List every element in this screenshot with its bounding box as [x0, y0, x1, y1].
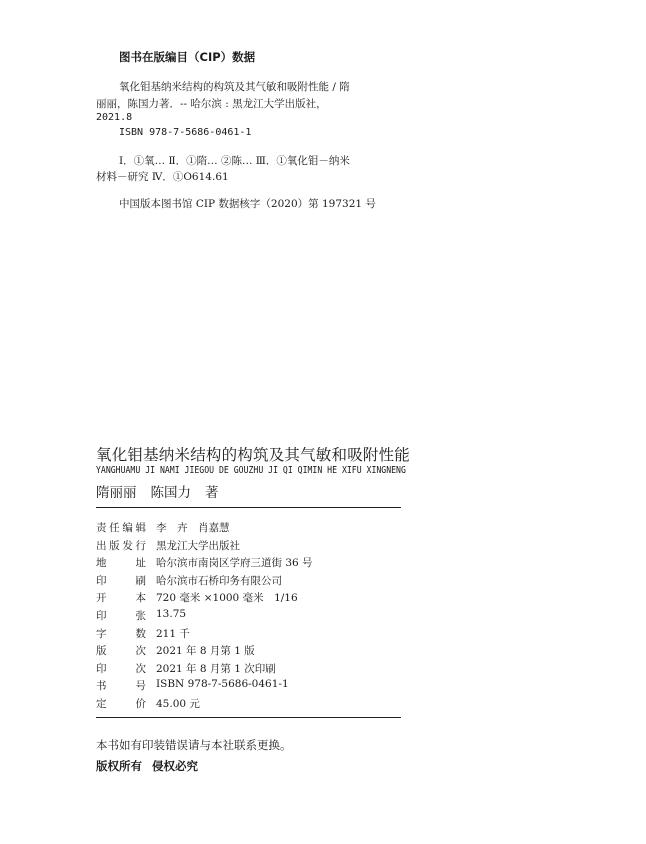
cip-heading: 图书在版编目（CIP）数据 [119, 50, 256, 64]
info-label [96, 573, 146, 588]
info-label-char: 本 [135, 592, 146, 605]
info-value: 720 毫米 ×1000 毫米 1/16 [156, 592, 298, 605]
info-label-char: 出 [96, 539, 107, 552]
info-value: 45.00 元 [156, 698, 200, 710]
info-label-char: 责 [96, 522, 107, 534]
author-1: 隋丽丽 [96, 485, 137, 501]
cip-subject-line-2: 材料－研究 Ⅳ．①O614.61 [96, 171, 229, 183]
info-label [96, 538, 146, 553]
author-role: 著 [205, 485, 219, 501]
infringement-warning: 侵权必究 [152, 759, 198, 773]
cip-title-line-1: 氧化钼基纳米结构的构筑及其气敏和吸附性能 / 隋 [119, 81, 350, 93]
info-label-char: 号 [135, 680, 146, 693]
copyright-notice [96, 758, 208, 774]
info-label-char: 刷 [135, 574, 146, 587]
info-label [96, 520, 146, 535]
info-label [96, 696, 146, 711]
cip-subject-line-1: Ⅰ．①氧… Ⅱ．①隋… ②陈… Ⅲ．①氧化钼－纳米 [119, 155, 350, 167]
info-label-char: 印 [96, 662, 107, 675]
info-label-char: 地 [96, 557, 107, 570]
info-value: 李 卉 肖嘉慧 [156, 522, 230, 534]
info-label-char: 印 [96, 610, 107, 622]
info-label [96, 678, 146, 693]
info-label [96, 608, 146, 623]
error-notice: 本书如有印装错误请与本社联系更换。 [96, 738, 292, 752]
cip-date: 2021.8 [96, 112, 133, 123]
book-title: 氧化钼基纳米结构的构筑及其气敏和吸附性能 [96, 446, 411, 464]
author-2: 陈国力 [150, 485, 191, 501]
info-label-char: 字 [96, 627, 107, 640]
info-label-char: 次 [135, 645, 146, 658]
info-value: 2021 年 8 月第 1 次印刷 [156, 662, 276, 675]
book-title-pinyin: YANGHUAMU JI NAMI JIEGOU DE GOUZHU JI QI QIMIN HE XIFU XINGNENG [96, 465, 406, 476]
info-label [96, 661, 146, 676]
info-value: 黑龙江大学出版社 [156, 539, 240, 552]
cip-title-line-2: 丽丽，陈国力著．-- 哈尔滨 : 黑龙江大学出版社， [96, 98, 327, 110]
top-rule [96, 507, 401, 508]
info-label [96, 626, 146, 641]
info-label-char: 价 [135, 698, 146, 710]
info-value: 13.75 [156, 608, 187, 620]
info-label-char: 张 [135, 610, 146, 622]
info-label-char: 数 [135, 627, 146, 640]
info-label [96, 555, 146, 570]
rights-reserved: 版权所有 [96, 759, 142, 773]
info-label-char: 次 [135, 662, 146, 675]
cip-record-number: 中国版本图书馆 CIP 数据核字（2020）第 197321 号 [119, 198, 376, 210]
info-label-char: 定 [96, 698, 107, 710]
cip-isbn: ISBN 978-7-5686-0461-1 [119, 127, 252, 138]
info-label-char: 址 [135, 557, 146, 570]
info-label-char: 发 [122, 539, 133, 552]
info-value: 哈尔滨市石桥印务有限公司 [156, 574, 282, 587]
info-label-char: 开 [96, 592, 107, 605]
info-label-char: 编 [122, 522, 133, 534]
info-label-char: 印 [96, 574, 107, 587]
info-label-char: 辑 [135, 522, 146, 534]
info-label-char: 行 [135, 539, 146, 552]
info-value: 211 千 [156, 627, 190, 640]
info-value: ISBN 978-7-5686-0461-1 [156, 678, 289, 691]
authors [96, 481, 233, 501]
info-value: 2021 年 8 月第 1 版 [156, 645, 255, 658]
info-label-char: 任 [109, 522, 120, 534]
info-label-char: 版 [109, 539, 120, 552]
info-label-char: 版 [96, 645, 107, 658]
info-label [96, 590, 146, 605]
info-value: 哈尔滨市南岗区学府三道街 36 号 [156, 557, 313, 570]
info-label-char: 书 [96, 680, 107, 693]
info-label [96, 643, 146, 658]
bottom-rule [96, 717, 401, 718]
